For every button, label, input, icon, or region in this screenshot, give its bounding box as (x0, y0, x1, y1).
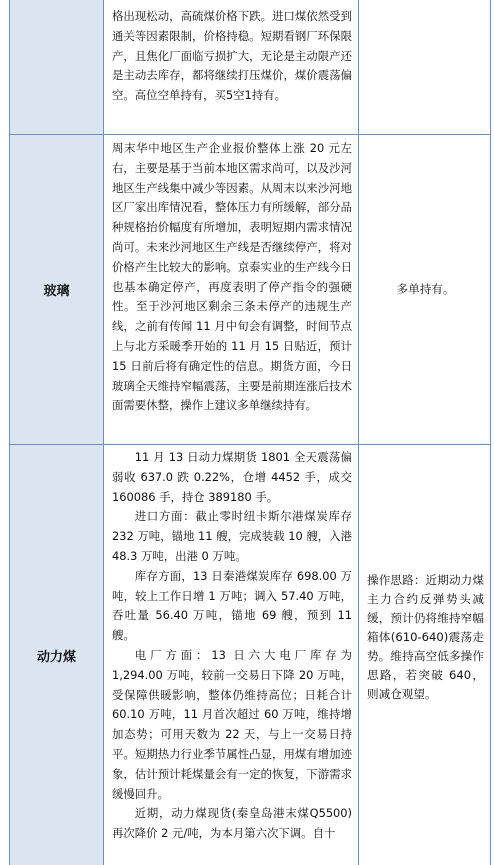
row-label-glass: 玻璃 (43, 284, 70, 299)
analysis-paragraph: 11 月 13 日动力煤期货 1801 全天震荡偏弱收 637.0 跌 0.22%，仓增 4452 手，成交 160086 手，持仓 389180 手。 (112, 450, 352, 504)
row-label-cell (9, 0, 104, 134)
analysis-cell (104, 445, 359, 865)
analysis-cell (104, 135, 359, 444)
strategy-text: 多单持有。 (396, 282, 455, 296)
strategy-text: 操作思路：近期动力煤主力合约反弹势头减缓，预计仍将维持窄幅箱体(610-640)震荡走势。维持高空低多操作思路，若突破 640，则减仓观望。 (367, 573, 484, 701)
strategy-cell (359, 135, 491, 444)
analysis-paragraph: 近期，动力煤现货(秦皇岛港末煤Q5500)再次降价 2 元/吨，为本月第六次下调。自十 (112, 806, 352, 841)
row-label-cell (9, 135, 104, 444)
analysis-cell (104, 0, 359, 134)
analysis-paragraph: 电厂方面：13 日六大电厂库存为 1,294.00 万吨，较前一交易日下降 20 万吨，受保障供暖影响，整体仍维持高位；日耗合计 60.10 万吨，11 月首次超过 60 万吨，维持增加态势；可用天数为 22 天，与上一交易日持平。短期热力行业季节属性凸显，用煤有增加迹象，估计预计耗煤量会有一定的恢复，下游需求缓慢回升。 (112, 647, 352, 801)
analysis-paragraph: 周末华中地区生产企业报价整体上涨 20 元左右，主要是基于当前本地区需求尚可，以及沙河地区生产线集中减少等因素。从周末以来沙河地区厂家出库情况看，整体压力有所缓解，部分品种规格抬价幅度有所增加，表明短期内需求情况尚可。未来沙河地区生产线是否继续停产，将对价格产生比较大的影响。京泰实业的生产线今日也基本确定停产，再度表明了停产指令的强硬性。至于沙河地区剩余三条未停产的违规生产线，之前有传闻 11 月中旬会有调整，时间节点上与北方采暖季开始的 11 月 15 日贴近，预计 15 日前后将有确定性的信息。期货方面，今日玻璃全天维持窄幅震荡，主要是前期连涨后技术面需要休整，操作上建议多单继续持有。 (112, 141, 352, 413)
table-row-glass (9, 135, 491, 445)
analysis-paragraph: 进口方面：截止零时纽卡斯尔港煤炭库存 232 万吨，锚地 11 艘，完成装载 10 艘，入港 48.3 万吨，出港 0 万吨。 (112, 509, 352, 563)
analysis-paragraph: 库存方面，13 日秦港煤炭库存 698.00 万吨，较上工作日增 1 万吨；调入 57.40 万吨，吞吐量 56.40 万吨，锚地 69 艘，预到 11 艘。 (112, 568, 352, 643)
table-row-coal-continued (9, 0, 491, 135)
strategy-cell (359, 445, 491, 865)
strategy-cell (359, 0, 491, 134)
row-label-cell (9, 445, 104, 865)
analysis-paragraph: 格出现松动，高硫煤价格下跌。进口煤依然受到通关等因素限制，价格持稳。短期看钢厂环保限产，且焦化厂面临亏损扩大，无论是主动限产还是主动去库存，都将继续打压煤价，煤价震荡偏空。高位空单持有，买5空1持有。 (112, 9, 352, 103)
table-row-thermal-coal (9, 445, 491, 865)
row-label-thermal-coal: 动力煤 (36, 649, 76, 665)
commodity-strategy-table (9, 0, 491, 865)
